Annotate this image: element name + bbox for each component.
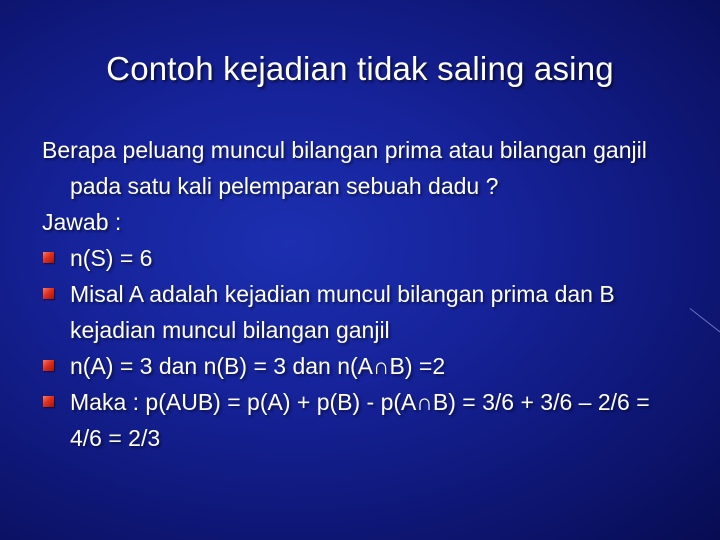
bullet-item	[42, 384, 682, 456]
answer-label: Jawab :	[42, 209, 122, 235]
red-square-bullet-icon	[43, 396, 54, 407]
red-square-bullet-icon	[43, 288, 54, 299]
slide-body	[42, 132, 682, 456]
slide-title: Contoh kejadian tidak saling asing	[106, 50, 614, 87]
bullet-text: n(S) = 6	[70, 245, 153, 271]
bullet-item	[42, 240, 682, 276]
bullet-text: Misal A adalah kejadian muncul bilangan prima dan B kejadian muncul bilangan ganjil	[70, 281, 615, 343]
bullet-text: n(A) = 3 dan n(B) = 3 dan n(A∩B) =2	[70, 353, 446, 379]
red-square-bullet-icon	[43, 252, 54, 263]
decorative-light-streak	[690, 308, 720, 338]
bullet-item	[42, 348, 682, 384]
bullet-item	[42, 276, 682, 348]
question-text: Berapa peluang muncul bilangan prima atau bilangan ganjil pada satu kali pelemparan sebuah dadu ?	[42, 137, 647, 199]
red-square-bullet-icon	[43, 360, 54, 371]
bullet-text: Maka : p(AUB) = p(A) + p(B) - p(A∩B) = 3/6 + 3/6 – 2/6 = 4/6 = 2/3	[70, 389, 650, 451]
